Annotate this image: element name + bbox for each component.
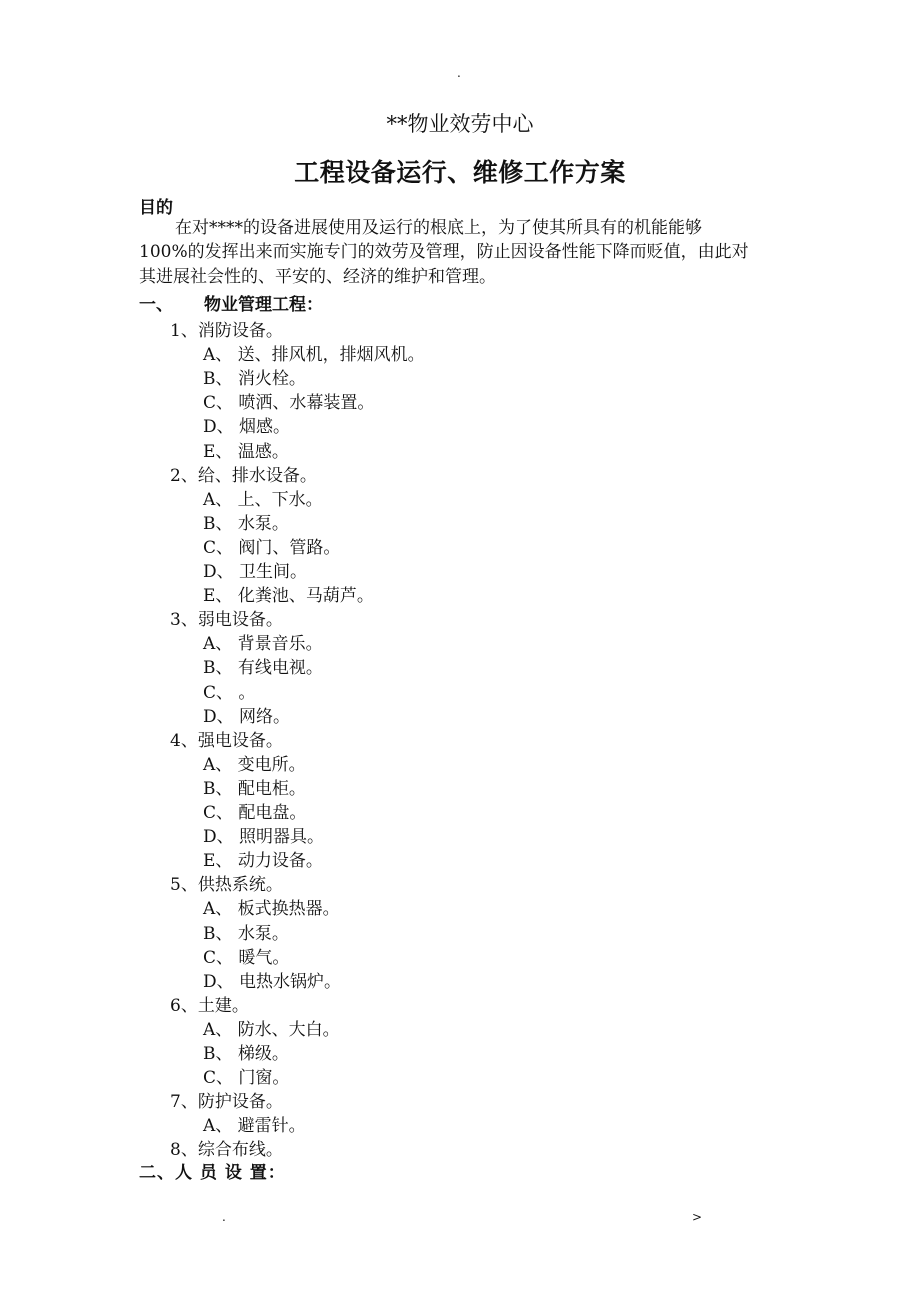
section-2-heading: 二、人 员 设 置：: [139, 1163, 286, 1183]
footer-left-mark: .: [222, 1210, 226, 1224]
purpose-heading: 目的: [139, 198, 173, 218]
purpose-line: 其进展社会性的、平安的、经济的维护和管理。: [139, 266, 496, 287]
category-item: D、 卫生间。: [203, 562, 308, 582]
category-item: B、 水泵。: [203, 513, 289, 534]
category-item: A、 送、排风机，排烟风机。: [203, 345, 425, 366]
footer-right-mark: >: [692, 1210, 703, 1224]
category-item: A、 变电所。: [203, 754, 306, 775]
header-mark: .: [457, 66, 461, 80]
category-item: B、 配电柜。: [203, 778, 306, 799]
category-heading: 3、弱电设备。: [170, 610, 283, 631]
category-item: A、 背景音乐。: [203, 634, 323, 655]
purpose-line: 100%的发挥出来而实施专门的效劳及管理，防止因设备性能下降而贬值，由此对: [139, 242, 749, 263]
category-item: D、 网络。: [203, 706, 291, 727]
category-item: B、 有线电视。: [203, 658, 323, 679]
category-item: E、 温感。: [203, 441, 289, 462]
category-item: C、 配电盘。: [203, 803, 307, 823]
category-heading: 4、强电设备。: [170, 730, 283, 751]
category-item: A、 板式换热器。: [203, 899, 340, 920]
purpose-paragraph: [139, 216, 784, 289]
category-item: C、 阀门、管路。: [203, 537, 341, 558]
category-item: D、 照明器具。: [203, 827, 325, 848]
category-item: C、 喷洒、水幕装置。: [203, 393, 375, 414]
category-heading: 2、给、排水设备。: [170, 465, 317, 486]
category-item: A、 上、下水。: [203, 489, 323, 510]
organization-name: **物业效劳中心: [386, 112, 534, 136]
category-item: A、 防水、大白。: [203, 1019, 340, 1040]
document-title: 工程设备运行、维修工作方案: [294, 158, 626, 187]
category-item: A、 避雷针。: [203, 1116, 306, 1137]
category-item: B、 梯级。: [203, 1044, 289, 1064]
category-heading: 8、综合布线。: [170, 1140, 283, 1161]
category-heading: 1、消防设备。: [170, 321, 283, 341]
category-heading: 5、供热系统。: [170, 875, 283, 896]
category-item: C、 。: [203, 682, 256, 703]
category-item: B、 水泵。: [203, 923, 289, 944]
category-item: B、 消火栓。: [203, 369, 306, 390]
category-heading: 7、防护设备。: [170, 1092, 283, 1113]
category-item: D、 电热水锅炉。: [203, 971, 342, 992]
section-1-number: 一、: [139, 295, 173, 315]
category-item: D、 烟感。: [203, 417, 291, 438]
section-1-heading: 物业管理工程：: [204, 295, 323, 315]
category-item: C、 暖气。: [203, 947, 290, 968]
category-item: E、 化粪池、马葫芦。: [203, 586, 374, 607]
category-heading: 6、土建。: [170, 995, 249, 1016]
purpose-line: 在对****的设备进展使用及运行的根底上，为了使其所具有的机能能够: [175, 218, 702, 238]
category-item: C、 门窗。: [203, 1068, 290, 1089]
category-item: E、 动力设备。: [203, 851, 323, 872]
